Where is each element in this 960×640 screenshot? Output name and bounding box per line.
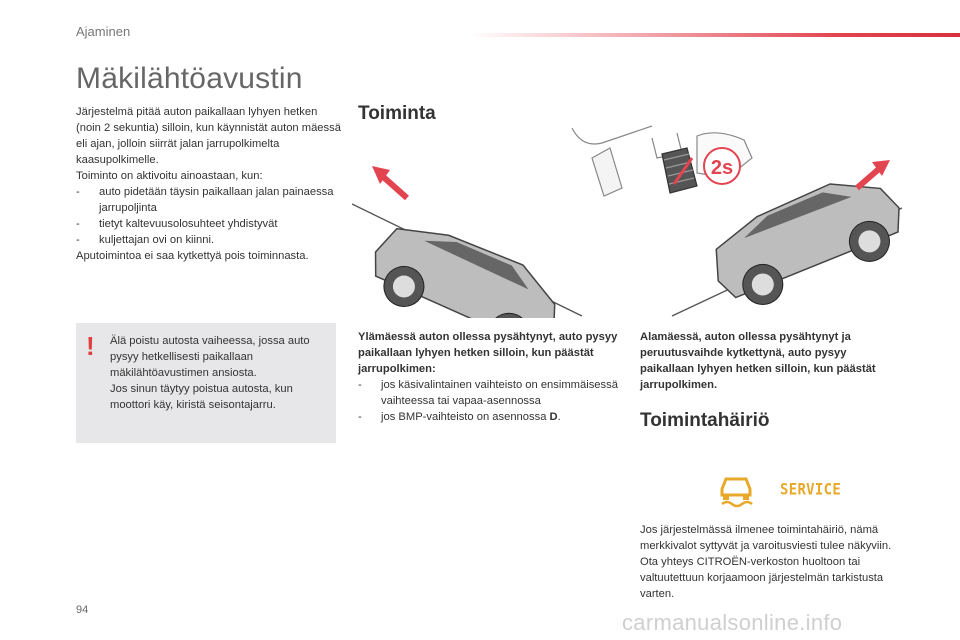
warning-line-1: Älä poistu autosta vaiheessa, jossa auto pysyy hetkellisesti paikallaan mäkilähtöavustimen ansiosta. (110, 335, 310, 379)
intro-condition-lead: Toiminto on aktivoitu ainoastaan, kun: (76, 170, 263, 182)
uphill-item (358, 409, 620, 425)
uphill-item2-text: jos BMP-vaihteisto on asennossa (381, 411, 550, 423)
warning-text (110, 333, 320, 413)
car-uphill-icon (700, 163, 907, 318)
downhill-column (640, 329, 898, 393)
uphill-column (358, 329, 620, 425)
uphill-arrow-icon (857, 168, 880, 188)
car-downhill-icon (359, 208, 573, 318)
intro-block (76, 104, 344, 264)
hill-start-illustration (352, 118, 907, 318)
intro-paragraph: Järjestelmä pitää auton paikallaan lyhyen hetken (noin 2 sekuntia) silloin, kun käynnistät auton mäessä eli ajan, jolloin siirrät jalan jarrupolkimelta kaasupolkimelle. (76, 106, 341, 166)
intro-footer: Aputoimintoa ei saa kytkettyä pois toiminnasta. (76, 250, 309, 262)
timer-label: 2s (710, 157, 734, 179)
uphill-list (358, 377, 620, 425)
uphill-item: - jos käsivalintainen vaihteisto on ensimmäisessä vaihteessa tai vapaa-asennossa (358, 377, 620, 409)
warning-line-2: Jos sinun täytyy poistua autosta, kun moottori käy, kiristä seisontajarru. (110, 383, 293, 411)
downhill-lead: Alamäessä, auton ollessa pysähtynyt ja peruutusvaihde kytkettynä, auto pysyy paikallaan lyhyen hetken silloin, kun päästät jarrupolkimen. (640, 331, 876, 391)
condition-item: - kuljettajan ovi on kiinni. (76, 232, 344, 248)
page-title: Mäkilähtöavustin (76, 62, 303, 95)
esp-warning-icon (718, 473, 754, 509)
condition-list (76, 184, 344, 248)
fault-heading: Toimintahäiriö (640, 410, 770, 431)
watermark: carmanualsonline.info (622, 610, 843, 635)
gear-d-label: D (549, 411, 558, 423)
header-accent-bar (470, 33, 960, 37)
uphill-item2-suffix: . (557, 411, 561, 423)
uphill-lead: Ylämäessä auton ollessa pysähtynyt, auto pysyy paikallaan lyhyen hetken silloin, kun päästät jarrupolkimen: (358, 331, 618, 375)
condition-item: - auto pidetään täysin paikallaan jalan painaessa jarrupoljinta (76, 184, 344, 216)
condition-item: - tietyt kaltevuusolosuhteet yhdistyvät (76, 216, 344, 232)
page-number: 94 (76, 604, 89, 616)
operation-heading: Toiminta (358, 103, 436, 124)
fault-text: Jos järjestelmässä ilmenee toimintahäiriö, nämä merkkivalot syttyvät ja varoitusviesti tulee näkyviin. Ota yhteys CITROËN-verkoston huoltoon tai valtuutettuun korjaamoon järjestelmän tarkistusta varten. (640, 524, 892, 600)
warning-exclamation-icon: ! (86, 331, 95, 361)
service-warning-icon: SERVICE (780, 480, 842, 500)
section-title: Ajaminen (76, 24, 131, 39)
